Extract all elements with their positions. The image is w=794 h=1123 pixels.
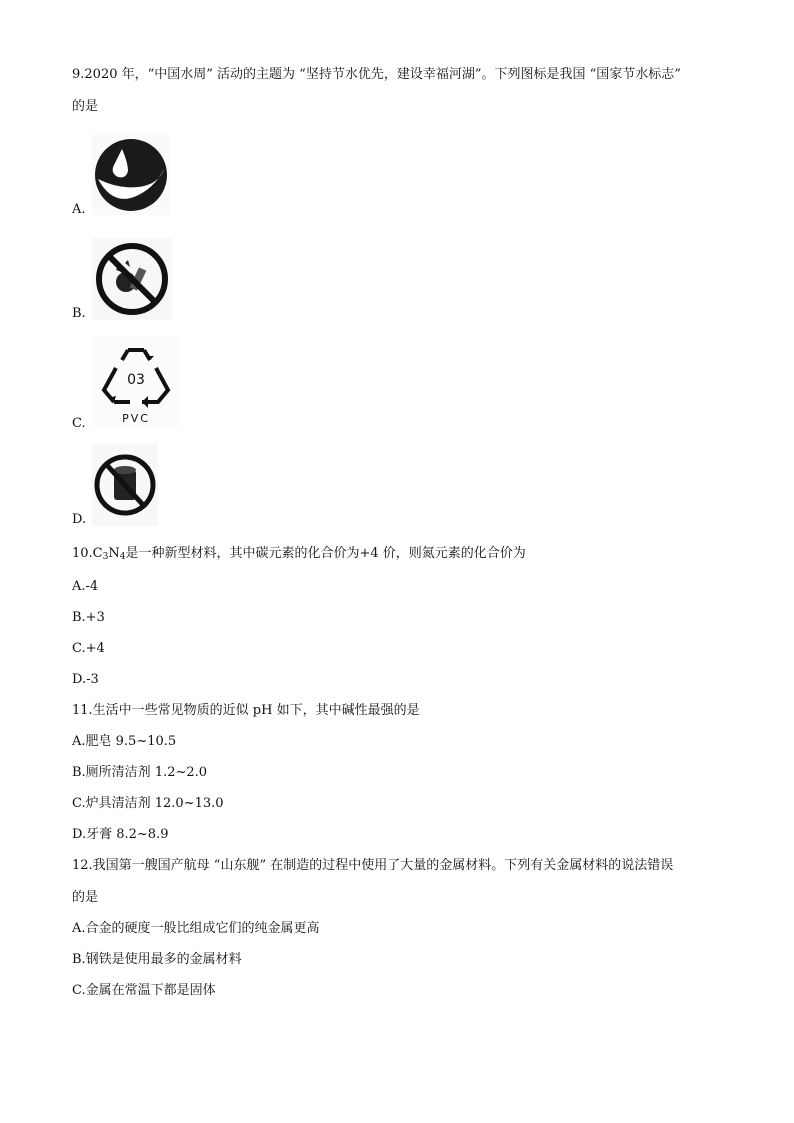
water-saving-icon bbox=[92, 135, 170, 215]
q9-option-c-label: C. bbox=[72, 416, 86, 431]
q10-formula-n: N bbox=[108, 546, 120, 561]
q11-option-c: C.炉具清洁剂 12.0~13.0 bbox=[72, 796, 224, 811]
no-cylinder-icon bbox=[92, 444, 158, 526]
q10-option-d: D.-3 bbox=[72, 672, 99, 687]
q10-formula-sub2: 4 bbox=[119, 552, 126, 562]
q11-stem: 11.生活中一些常见物质的近似 pH 如下，其中碱性最强的是 bbox=[72, 703, 420, 718]
recycle-code: 03 bbox=[127, 372, 145, 388]
q10-stem bbox=[72, 545, 526, 566]
q12-option-c: C.金属在常温下都是固体 bbox=[72, 983, 216, 998]
q9-option-d-label: D. bbox=[72, 512, 87, 527]
q10-option-a: A.-4 bbox=[72, 579, 99, 594]
q9-stem-line1: 9.2020 年，“中国水周” 活动的主题为 “坚持节水优先，建设幸福河湖”。下列图标是我国 “国家节水标志” bbox=[72, 67, 681, 82]
q10-option-b: B.+3 bbox=[72, 610, 105, 625]
q10-stem-text: 是一种新型材料，其中碳元素的化合价为+4 价，则氮元素的化合价为 bbox=[125, 546, 526, 561]
recycle-pvc-icon bbox=[92, 336, 180, 428]
q9-option-a-label: A. bbox=[72, 202, 86, 217]
q12-option-a: A.合金的硬度一般比组成它们的纯金属更高 bbox=[72, 921, 320, 936]
no-fireworks-icon bbox=[92, 238, 172, 320]
q12-stem-line2: 的是 bbox=[72, 890, 99, 905]
q10-formula-c: 10.C bbox=[72, 546, 103, 561]
q10-formula-sub1: 3 bbox=[102, 552, 109, 562]
q10-option-c: C.+4 bbox=[72, 641, 105, 656]
recycle-material: PVC bbox=[122, 412, 150, 425]
q9-option-b-label: B. bbox=[72, 306, 86, 321]
q11-option-d: D.牙膏 8.2~8.9 bbox=[72, 827, 169, 842]
q11-option-b: B.厕所清洁剂 1.2~2.0 bbox=[72, 765, 208, 780]
q9-stem-line2: 的是 bbox=[72, 99, 99, 114]
q11-option-a: A.肥皂 9.5~10.5 bbox=[72, 734, 177, 749]
q12-stem-line1: 12.我国第一艘国产航母 “山东舰” 在制造的过程中使用了大量的金属材料。下列有关金属材料的说法错误 bbox=[72, 858, 674, 873]
q12-option-b: B.钢铁是使用最多的金属材料 bbox=[72, 952, 242, 967]
